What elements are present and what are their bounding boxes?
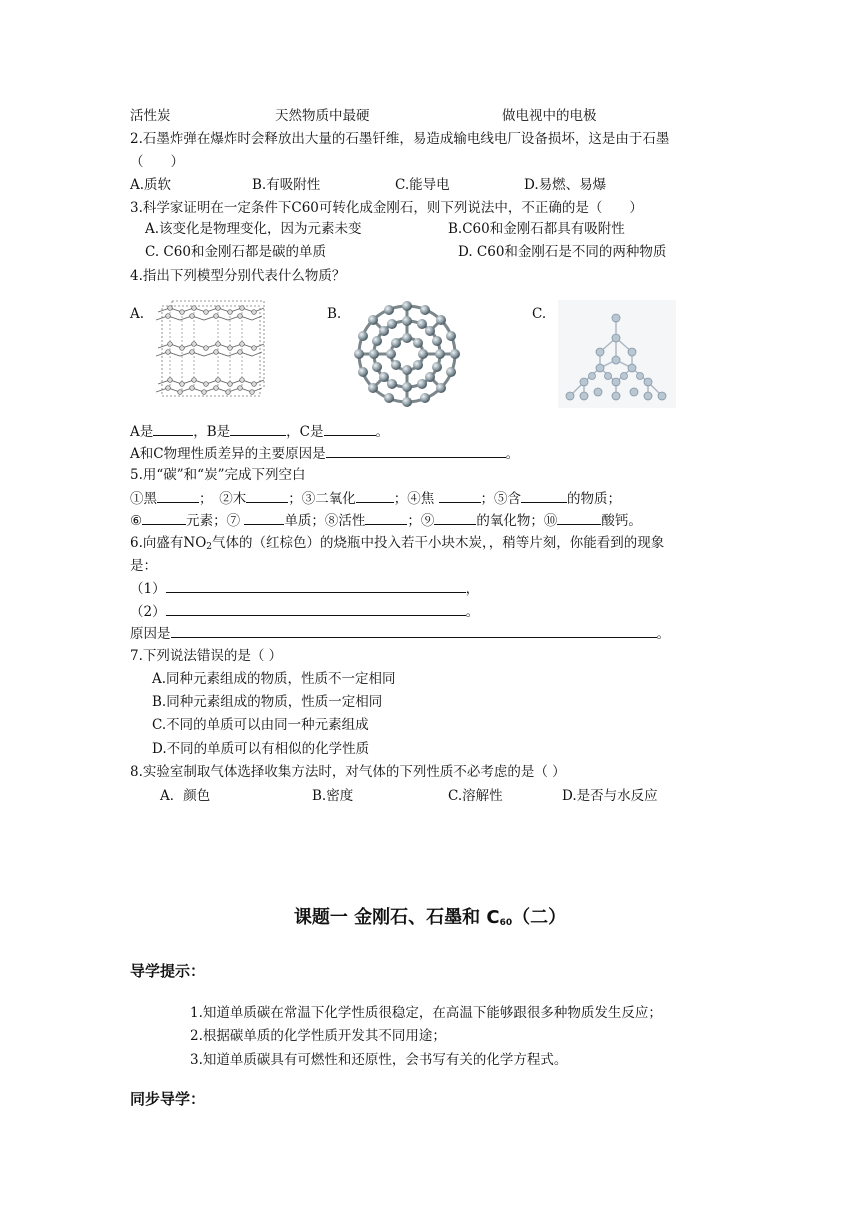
lesson-title-main: 课题一 金刚石、石墨和 C: [293, 907, 500, 928]
q4-blank-c[interactable]: [324, 421, 376, 436]
q5-blank-6[interactable]: [142, 510, 186, 525]
q6-reason-end: 。: [656, 626, 670, 642]
q5-item-6: ⑥: [130, 513, 143, 529]
q8-option-a: A．颜色: [160, 788, 211, 804]
q5-item-10: 的氧化物；⑩: [476, 513, 558, 529]
lesson-title: [0, 903, 860, 929]
q5-row2: [130, 510, 642, 531]
q5-blank-3[interactable]: [356, 488, 394, 503]
q5-item-7: 元素；⑦: [186, 513, 245, 529]
q4-answer-c-label: ，C是: [286, 424, 324, 440]
tip-2: 2.根据碳单质的化学性质开发其不同用途；: [190, 1028, 446, 1044]
q1-item-b: 天然物质中最硬: [275, 108, 370, 124]
q6-item2-end: 。: [465, 604, 480, 620]
q5-blank-4[interactable]: [439, 488, 481, 503]
q4-label-b: B.: [327, 306, 342, 322]
q2-option-b: B.有吸附性: [252, 177, 321, 193]
q5-item-1: ①黑: [130, 491, 157, 507]
q4-label-c: C.: [532, 306, 547, 322]
q4-reason-end: 。: [505, 446, 520, 462]
q3-row1: [145, 219, 625, 239]
q8-stem: 8.实验室制取气体选择收集方法时，对气体的下列性质不必考虑的是（ ）: [130, 764, 566, 780]
q5-blank-8[interactable]: [365, 510, 407, 525]
q2-option-d: D.易燃、易爆: [524, 177, 607, 193]
q5-item-8: 单质；⑧活性: [284, 513, 366, 529]
q4-blank-b[interactable]: [230, 421, 286, 436]
q8-option-d: D.是否与水反应: [562, 788, 658, 804]
q5-item-4: ；④焦: [393, 491, 439, 507]
q5-item-3: ；③二氧化: [288, 491, 356, 507]
q6-line-2: [130, 601, 479, 622]
q3-row2: [145, 242, 667, 262]
q4-answer-end: 。: [375, 424, 390, 440]
q5-item-5: ；⑤含: [480, 491, 522, 507]
diamond-model-image: [558, 300, 676, 408]
q4-reason-line: [130, 443, 519, 464]
q6-blank-2[interactable]: [166, 601, 466, 616]
q7-option-a: A.同种元素组成的物质，性质不一定相同: [152, 671, 396, 687]
q4-reason-label: A和C物理性质差异的主要原因是: [130, 446, 326, 462]
sync-heading: 同步导学：: [130, 1090, 206, 1108]
c60-model-image: [348, 296, 466, 412]
q6-item1-end: ，: [465, 581, 480, 597]
graphite-model-image: [152, 296, 270, 408]
q3-option-c: C. C60和金刚石都是碳的单质: [145, 244, 326, 260]
lesson-title-suffix: （二）: [512, 907, 567, 928]
q6-stem-b: 气体的（红棕色）的烧瓶中投入若干小块木炭，，稍等片刻，你能看到的现象: [212, 535, 665, 551]
q2-options: [130, 175, 607, 195]
q5-item-9: ；⑨: [407, 513, 435, 529]
q5-item-10-end: 酸钙。: [601, 513, 642, 529]
q1-item-a: 活性炭: [130, 108, 171, 124]
q6-reason-line: [130, 623, 670, 644]
q4-blank-a[interactable]: [153, 421, 193, 436]
q6-reason-blank[interactable]: [171, 623, 657, 638]
q4-answer-a-label: A是: [130, 424, 154, 440]
q5-blank-1[interactable]: [157, 488, 199, 503]
q6-stem: [130, 533, 664, 557]
q4-answer-line: [130, 421, 389, 442]
q3-option-b: B.C60和金刚石都具有吸附性: [448, 221, 625, 237]
q4-label-a: A.: [130, 306, 145, 322]
q2-stem: 2.石墨炸弹在爆炸时会释放出大量的石墨钎维，易造成输电线电厂设备损坏，这是由于石墨: [130, 131, 670, 147]
q1-row: [130, 106, 597, 126]
q6-item2-label: （2）: [130, 604, 166, 620]
q7-option-d: D.不同的单质可以有相似的化学性质: [152, 741, 370, 757]
q8-option-b: B.密度: [312, 788, 354, 804]
q3-option-a: A.该变化是物理变化，因为元素未变: [145, 221, 362, 237]
q3-stem: 3.科学家证明在一定条件下C60可转化成金刚石，则下列说法中，不正确的是（ ）: [130, 200, 643, 216]
q8-options: [160, 786, 658, 806]
q4-reason-blank[interactable]: [326, 443, 506, 458]
tip-3: 3.知道单质碳具有可燃性和还原性，会书写有关的化学方程式。: [190, 1052, 568, 1068]
q7-stem: 7.下列说法错误的是（ ）: [130, 648, 283, 664]
q4-answer-b-label: ，B是: [193, 424, 231, 440]
q5-blank-2[interactable]: [246, 488, 288, 503]
q5-item-5-end: 的物质；: [567, 491, 622, 507]
q6-item1-label: （1）: [130, 581, 166, 597]
q5-blank-9[interactable]: [434, 510, 476, 525]
q6-blank-1[interactable]: [166, 578, 466, 593]
q5-blank-5[interactable]: [521, 488, 567, 503]
q5-stem: 5.用“碳”和“炭”完成下列空白: [130, 467, 306, 483]
q2-paren: （ ）: [130, 154, 184, 170]
q7-option-b: B.同种元素组成的物质，性质一定相同: [152, 694, 383, 710]
q2-option-a: A.质软: [130, 177, 172, 193]
tip-1: 1.知道单质碳在常温下化学性质很稳定，在高温下能够跟很多种物质发生反应；: [190, 1005, 662, 1021]
q5-blank-10[interactable]: [557, 510, 601, 525]
q5-row1: [130, 488, 621, 509]
q6-stem2: 是：: [130, 558, 157, 574]
q8-option-c: C.溶解性: [448, 788, 503, 804]
q6-reason-label: 原因是: [130, 626, 171, 642]
q5-item-2: ； ②木: [199, 491, 247, 507]
q4-stem: 4.指出下列模型分别代表什么物质？: [130, 268, 346, 284]
q7-option-c: C.不同的单质可以由同一种元素组成: [152, 717, 369, 733]
q6-stem-a: 6.向盛有NO: [130, 535, 207, 551]
q1-item-c: 做电视中的电极: [502, 108, 597, 124]
q6-stem-sub: 2: [206, 542, 212, 552]
lesson-title-sub: 60: [499, 918, 513, 928]
tips-heading: 导学提示：: [130, 962, 206, 980]
q6-line-1: [130, 578, 479, 599]
q2-option-c: C.能导电: [395, 177, 450, 193]
q5-blank-7[interactable]: [244, 510, 284, 525]
q3-option-d: D. C60和金刚石是不同的两种物质: [458, 244, 667, 260]
